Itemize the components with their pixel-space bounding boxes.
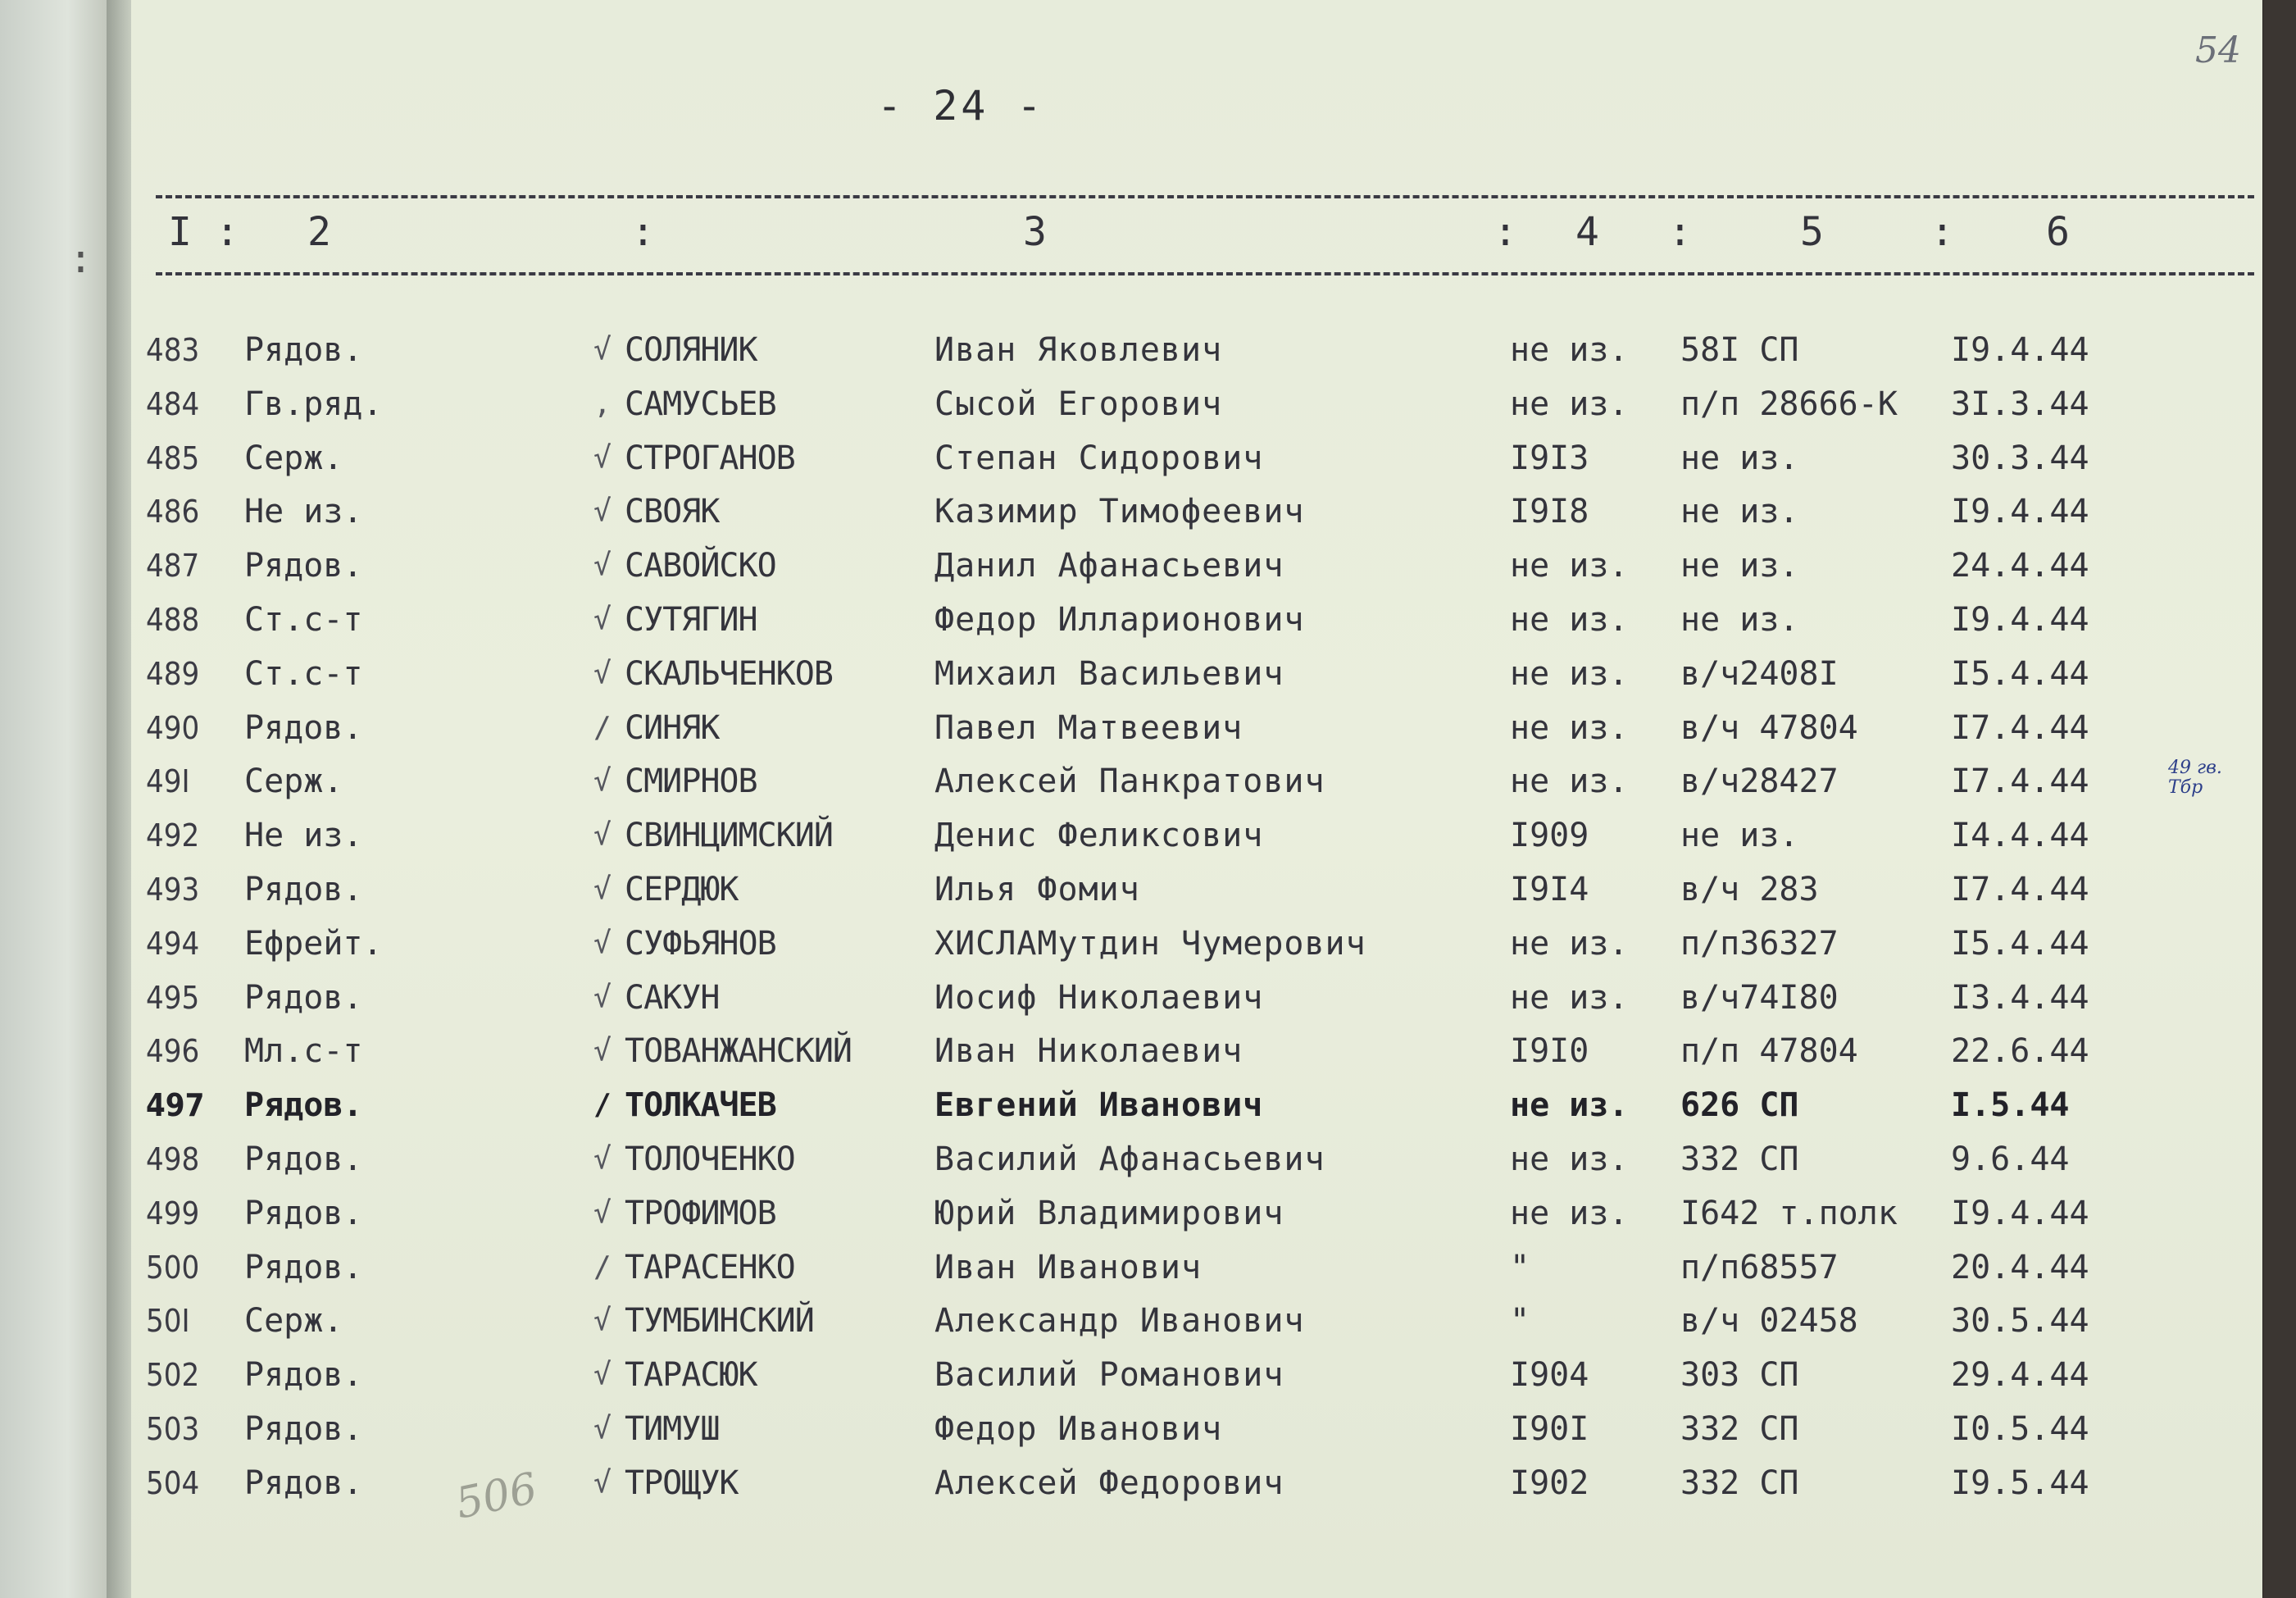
list-item <box>0 864 2296 915</box>
check-mark: √ <box>593 1304 612 1338</box>
surname: ТРОЩУК <box>625 1464 739 1502</box>
birth-year: " <box>1510 1248 1530 1286</box>
rank: Мл.с-т <box>244 1032 363 1071</box>
date: I5.4.44 <box>1951 654 2089 693</box>
date: I5.4.44 <box>1951 924 2089 963</box>
military-unit: 332 СП <box>1680 1410 1799 1448</box>
military-unit: п/п 47804 <box>1680 1032 1858 1071</box>
surname: ТОЛОЧЕНКО <box>625 1140 795 1178</box>
surname: ТАРАСЮК <box>625 1356 757 1395</box>
row-number: 50I <box>146 1303 190 1340</box>
surname: САМУСЬЕВ <box>625 385 776 423</box>
given-name-patronymic: Алексей Федорович <box>934 1464 1284 1502</box>
date: I7.4.44 <box>1951 708 2089 747</box>
check-mark: √ <box>593 872 612 906</box>
list-item <box>0 379 2296 430</box>
column-header-3: 3 <box>1023 209 1047 255</box>
surname: ТУМБИНСКИЙ <box>625 1302 814 1341</box>
rank: Рядов. <box>244 1464 363 1502</box>
rank: Серж. <box>244 439 343 477</box>
military-unit: в/ч 02458 <box>1680 1302 1858 1341</box>
birth-year: не из. <box>1510 978 1629 1017</box>
surname: СИНЯК <box>625 708 720 747</box>
rank: Ефрейт. <box>244 924 383 963</box>
date: 22.6.44 <box>1951 1032 2089 1071</box>
row-number: 485 <box>146 439 200 476</box>
row-number: 498 <box>146 1141 200 1177</box>
list-item <box>0 703 2296 753</box>
given-name-patronymic: Алексей Панкратович <box>934 763 1325 801</box>
given-name-patronymic: Иван Иванович <box>934 1248 1203 1286</box>
list-item <box>0 972 2296 1023</box>
surname: СОЛЯНИК <box>625 331 757 369</box>
row-number: 495 <box>146 979 200 1016</box>
military-unit: не из. <box>1680 493 1799 531</box>
birth-year: I909 <box>1510 817 1589 855</box>
column-header-6: 6 <box>2046 209 2070 255</box>
given-name-patronymic: Илья Фомич <box>934 871 1140 908</box>
row-number: 49I <box>146 763 190 800</box>
pencil-number-note: 506 <box>451 1464 542 1529</box>
given-name-patronymic: Павел Матвеевич <box>934 708 1243 747</box>
birth-year: I904 <box>1510 1356 1589 1395</box>
birth-year: не из. <box>1510 1140 1629 1178</box>
row-number: 494 <box>146 925 200 962</box>
column-header-1: I : <box>168 209 239 255</box>
given-name-patronymic: Степан Сидорович <box>934 439 1264 477</box>
row-number: 489 <box>146 655 200 692</box>
row-number: 496 <box>146 1033 200 1070</box>
military-unit: I642 т.полк <box>1680 1194 1898 1232</box>
check-mark: / <box>593 710 612 744</box>
given-name-patronymic: Иосиф Николаевич <box>934 978 1264 1017</box>
surname: ТОЛКАЧЕВ <box>625 1086 776 1125</box>
military-unit: в/ч28427 <box>1680 763 1839 801</box>
date: 30.5.44 <box>1951 1302 2089 1341</box>
rank: Рядов. <box>244 1356 363 1395</box>
list-item <box>0 1458 2296 1509</box>
list-item <box>0 1080 2296 1131</box>
column-separator: : <box>1668 209 1692 255</box>
list-item <box>0 1295 2296 1346</box>
note-line-2: Тбр <box>2168 777 2203 798</box>
given-name-patronymic: Данил Афанасьевич <box>934 547 1284 585</box>
rank: Рядов. <box>244 708 363 747</box>
row-number: 492 <box>146 817 200 854</box>
scan-border <box>2263 0 2296 1598</box>
given-name-patronymic: Федор Иванович <box>934 1410 1223 1448</box>
row-number: 500 <box>146 1249 200 1286</box>
list-item <box>0 486 2296 537</box>
row-number: 499 <box>146 1195 200 1232</box>
date: I9.4.44 <box>1951 493 2089 531</box>
birth-year: I9I4 <box>1510 871 1589 908</box>
given-name-patronymic: Евгений Иванович <box>934 1086 1264 1125</box>
row-number: 487 <box>146 548 200 585</box>
page-number: - 24 - <box>877 82 1045 130</box>
military-unit: не из. <box>1680 817 1799 855</box>
rank: Ст.с-т <box>244 654 363 693</box>
check-mark: √ <box>593 1358 612 1392</box>
date: I9.4.44 <box>1951 331 2089 369</box>
date: I9.4.44 <box>1951 1194 2089 1232</box>
check-mark: , <box>593 386 612 421</box>
list-item <box>0 1242 2296 1293</box>
check-mark: / <box>593 1250 612 1284</box>
check-mark: √ <box>593 333 612 366</box>
rank: Рядов. <box>244 1086 363 1125</box>
birth-year: не из. <box>1510 385 1629 423</box>
rank: Рядов. <box>244 978 363 1017</box>
check-mark: √ <box>593 1034 612 1068</box>
date: I3.4.44 <box>1951 978 2089 1017</box>
rank: Не из. <box>244 493 363 531</box>
date: I9.5.44 <box>1951 1464 2089 1502</box>
date: 30.3.44 <box>1951 439 2089 477</box>
date: I7.4.44 <box>1951 763 2089 801</box>
column-header-4: 4 <box>1575 209 1599 255</box>
date: 29.4.44 <box>1951 1356 2089 1395</box>
date: I.5.44 <box>1951 1086 2070 1125</box>
date: I9.4.44 <box>1951 601 2089 639</box>
surname: САВОЙСКО <box>625 547 776 585</box>
birth-year: " <box>1510 1302 1530 1341</box>
surname: СТРОГАНОВ <box>625 439 795 477</box>
list-item <box>0 1404 2296 1455</box>
military-unit: 332 СП <box>1680 1464 1799 1502</box>
surname: ТИМУШ <box>625 1410 720 1448</box>
check-mark: √ <box>593 1412 612 1445</box>
column-separator: : <box>1930 209 1954 255</box>
check-mark: √ <box>593 1142 612 1176</box>
column-separator: : <box>631 209 655 255</box>
surname: ТРОФИМОВ <box>625 1194 776 1232</box>
rank: Рядов. <box>244 331 363 369</box>
rank: Рядов. <box>244 1194 363 1232</box>
rank: Ст.с-т <box>244 601 363 639</box>
surname: СЕРДЮК <box>625 871 739 908</box>
military-unit: не из. <box>1680 601 1799 639</box>
check-mark: √ <box>593 603 612 636</box>
surname: СВОЯК <box>625 493 720 531</box>
check-mark: √ <box>593 494 612 529</box>
check-mark: √ <box>593 656 612 690</box>
birth-year: I9I0 <box>1510 1032 1589 1071</box>
note-line-1: 49 гв. <box>2168 758 2222 778</box>
military-unit: в/ч74I80 <box>1680 978 1839 1017</box>
date: 9.6.44 <box>1951 1140 2070 1178</box>
row-number: 483 <box>146 332 200 368</box>
given-name-patronymic: Михаил Васильевич <box>934 654 1284 693</box>
given-name-patronymic: Иван Яковлевич <box>934 331 1223 369</box>
military-unit: не из. <box>1680 439 1799 477</box>
military-unit: в/ч2408I <box>1680 654 1839 693</box>
given-name-patronymic: Юрий Владимирович <box>934 1194 1284 1232</box>
check-mark: √ <box>593 440 612 475</box>
column-header-2: 2 <box>307 209 331 255</box>
check-mark: √ <box>593 1465 612 1500</box>
given-name-patronymic: Денис Феликсович <box>934 817 1264 855</box>
row-number: 486 <box>146 494 200 530</box>
list-item <box>0 649 2296 699</box>
birth-year: не из. <box>1510 1086 1629 1125</box>
rank: Серж. <box>244 1302 343 1341</box>
list-item <box>0 1350 2296 1400</box>
rank: Рядов. <box>244 1140 363 1178</box>
column-header-5: 5 <box>1800 209 1824 255</box>
birth-year: I90I <box>1510 1410 1589 1448</box>
military-unit: не из. <box>1680 547 1799 585</box>
birth-year: не из. <box>1510 654 1629 693</box>
military-unit: п/п36327 <box>1680 924 1839 963</box>
row-number: 490 <box>146 709 200 746</box>
given-name-patronymic: Сысой Егорович <box>934 385 1223 423</box>
list-item <box>0 594 2296 645</box>
list-item <box>0 918 2296 969</box>
birth-year: I9I3 <box>1510 439 1589 477</box>
surname: СУТЯГИН <box>625 601 757 639</box>
birth-year: не из. <box>1510 1194 1629 1232</box>
birth-year: не из. <box>1510 547 1629 585</box>
list-item <box>0 1026 2296 1077</box>
given-name-patronymic: Казимир Тимофеевич <box>934 493 1305 531</box>
birth-year: не из. <box>1510 601 1629 639</box>
check-mark: / <box>593 1088 612 1122</box>
surname: САКУН <box>625 978 720 1017</box>
rank: Рядов. <box>244 871 363 908</box>
birth-year: не из. <box>1510 331 1629 369</box>
row-number: 488 <box>146 602 200 638</box>
check-mark: √ <box>593 1195 612 1230</box>
birth-year: не из. <box>1510 924 1629 963</box>
margin-tick-mark: : <box>69 236 93 282</box>
military-unit: п/п68557 <box>1680 1248 1839 1286</box>
row-number: 504 <box>146 1464 200 1501</box>
check-mark: √ <box>593 764 612 799</box>
military-unit: п/п 28666-К <box>1680 385 1898 423</box>
given-name-patronymic: Василий Романович <box>934 1356 1284 1395</box>
date: I0.5.44 <box>1951 1410 2089 1448</box>
birth-year: I9I8 <box>1510 493 1589 531</box>
rank: Серж. <box>244 763 343 801</box>
list-item <box>0 325 2296 376</box>
rank: Рядов. <box>244 1410 363 1448</box>
date: 20.4.44 <box>1951 1248 2089 1286</box>
surname: ТОВАНЖАНСКИЙ <box>625 1032 852 1071</box>
date: I4.4.44 <box>1951 817 2089 855</box>
military-unit: 58I СП <box>1680 331 1799 369</box>
military-unit: 332 СП <box>1680 1140 1799 1178</box>
row-number: 502 <box>146 1357 200 1394</box>
surname: СКАЛЬЧЕНКОВ <box>625 654 833 693</box>
surname: СВИНЦИМСКИЙ <box>625 817 833 855</box>
check-mark: √ <box>593 926 612 960</box>
list-item <box>0 1188 2296 1239</box>
given-name-patronymic: Василий Афанасьевич <box>934 1140 1325 1178</box>
check-mark: √ <box>593 980 612 1014</box>
birth-year: не из. <box>1510 763 1629 801</box>
list-item <box>0 810 2296 861</box>
given-name-patronymic: ХИСЛАМутдин Чумерович <box>934 924 1366 963</box>
birth-year: I902 <box>1510 1464 1589 1502</box>
given-name-patronymic: Александр Иванович <box>934 1302 1305 1341</box>
column-separator: : <box>1494 209 1517 255</box>
row-number: 503 <box>146 1411 200 1447</box>
military-unit: в/ч 47804 <box>1680 708 1858 747</box>
handwritten-unit-note <box>2168 758 2222 798</box>
list-item <box>0 1134 2296 1185</box>
rank: Рядов. <box>244 1248 363 1286</box>
surname: ТАРАСЕНКО <box>625 1248 795 1286</box>
list-item <box>0 433 2296 484</box>
surname: СМИРНОВ <box>625 763 757 801</box>
given-name-patronymic: Иван Николаевич <box>934 1032 1243 1071</box>
date: I7.4.44 <box>1951 871 2089 908</box>
header-rule-bottom <box>156 272 2254 275</box>
rank: Рядов. <box>244 547 363 585</box>
row-number: 493 <box>146 872 200 908</box>
list-item <box>0 540 2296 591</box>
military-unit: 626 СП <box>1680 1086 1799 1125</box>
check-mark: √ <box>593 818 612 853</box>
birth-year: не из. <box>1510 708 1629 747</box>
list-item <box>0 756 2296 807</box>
military-unit: 303 СП <box>1680 1356 1799 1395</box>
rank: Не из. <box>244 817 363 855</box>
row-number: 497 <box>146 1087 205 1124</box>
archive-sheet-number: 54 <box>2195 30 2241 71</box>
military-unit: в/ч 283 <box>1680 871 1819 908</box>
rank: Гв.ряд. <box>244 385 383 423</box>
surname: СУФЬЯНОВ <box>625 924 776 963</box>
check-mark: √ <box>593 549 612 583</box>
given-name-patronymic: Федор Илларионович <box>934 601 1305 639</box>
row-number: 484 <box>146 385 200 422</box>
date: 24.4.44 <box>1951 547 2089 585</box>
date: 3I.3.44 <box>1951 385 2089 423</box>
header-rule-top <box>156 195 2254 198</box>
